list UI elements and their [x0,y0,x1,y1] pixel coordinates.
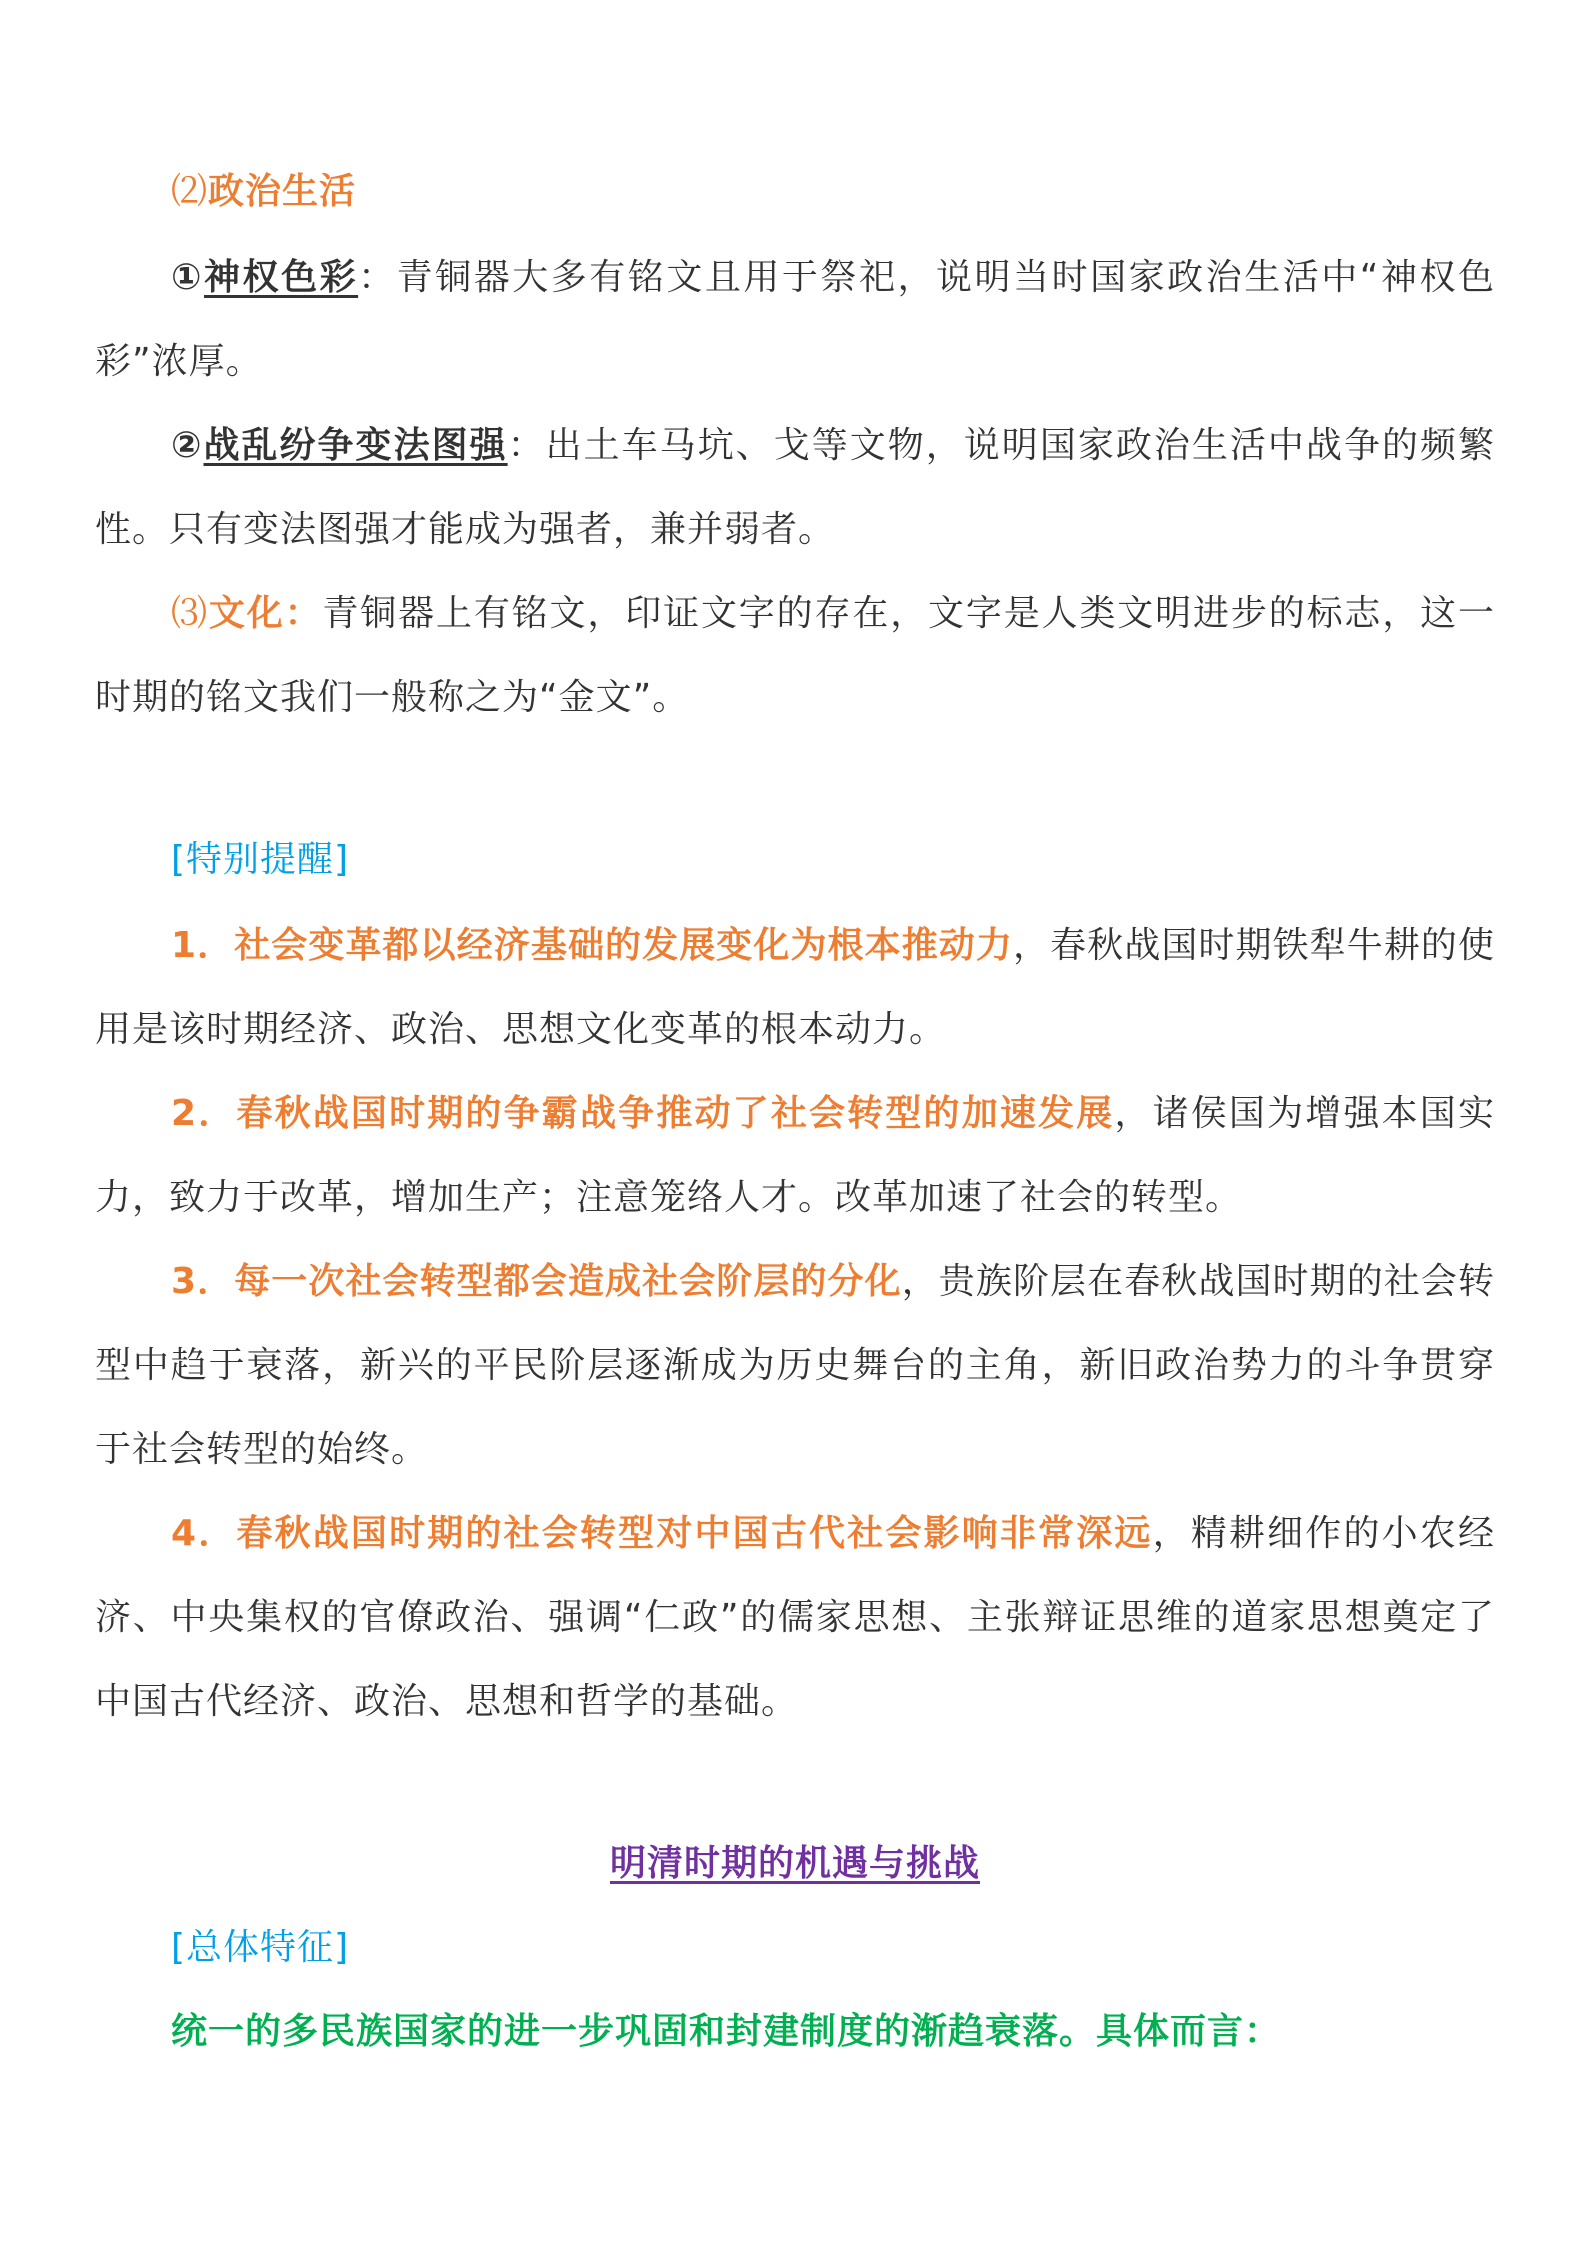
reminder-lead: 2．春秋战国时期的争霸战争推动了社会转型的加速发展 [171,1093,1115,1134]
item-label: 神权色彩 [204,257,359,298]
reminder-rest: ，诸侯国为增强本国实力，致力于改革，增加生产；注意笼络人才。改革加速了社会的转型。 [95,1093,1495,1218]
reminder-rest: ，春秋战国时期铁犁牛耕的使用是该时期经济、政治、思想文化变革的根本动力。 [95,925,1495,1050]
reminder-item-4 [95,1492,1495,1744]
heading-number: ⑵ [171,171,209,212]
reminder-item-3 [95,1240,1495,1492]
reminder-rest: ，贵族阶层在春秋战国时期的社会转型中趋于衰落，新兴的平民阶层逐渐成为历史舞台的主角，新旧政治势力的斗争贯穿于社会转型的始终。 [95,1261,1495,1470]
heading-text: 文化： [208,593,323,634]
section-culture [95,572,1495,740]
title-text: 明清时期的机遇与挑战 [609,1843,980,1884]
summary-text: 统一的多民族国家的进一步巩固和封建制度的渐趋衰落。具体而言： [171,2011,1282,2052]
reminder-item-2 [95,1072,1495,1240]
item-text: ：出土车马坑、戈等文物，说明国家政治生活中战争的频繁性。只有变法图强才能成为强者，兼并弱者。 [95,425,1495,550]
reminder-rest: ，精耕细作的小农经济、中央集权的官僚政治、强调“仁政”的儒家思想、主张辩证思维的道家思想奠定了中国古代经济、政治、思想和哲学的基础。 [95,1513,1495,1722]
overall-features-summary [95,1990,1495,2074]
reminder-lead: 3．每一次社会转型都会造成社会阶层的分化 [171,1261,902,1302]
reminder-item-1 [95,904,1495,1072]
section-heading-political-life [95,150,1495,234]
heading-number: ⑶ [171,593,209,634]
section-title-ming-qing [95,1822,1495,1906]
item-theocracy [95,236,1495,404]
overall-features-title: [总体特征] [171,1927,350,1968]
item-label: 战乱纷争变法图强 [203,425,508,466]
item-text: ：青铜器大多有铭文且用于祭祀，说明当时国家政治生活中“神权色彩”浓厚。 [95,257,1495,382]
item-war-reform [95,404,1495,572]
reminder-lead: 4．春秋战国时期的社会转型对中国古代社会影响非常深远 [171,1513,1153,1554]
reminder-lead: 1．社会变革都以经济基础的发展变化为根本推动力 [171,925,1013,966]
item-number: ① [171,257,205,298]
heading-text: 政治生活 [208,171,357,212]
item-number: ② [171,425,204,466]
reminder-title: [特别提醒] [171,839,350,880]
section-body: 青铜器上有铭文，印证文字的存在，文字是人类文明进步的标志，这一时期的铭文我们一般称之为“金文”。 [95,593,1495,718]
